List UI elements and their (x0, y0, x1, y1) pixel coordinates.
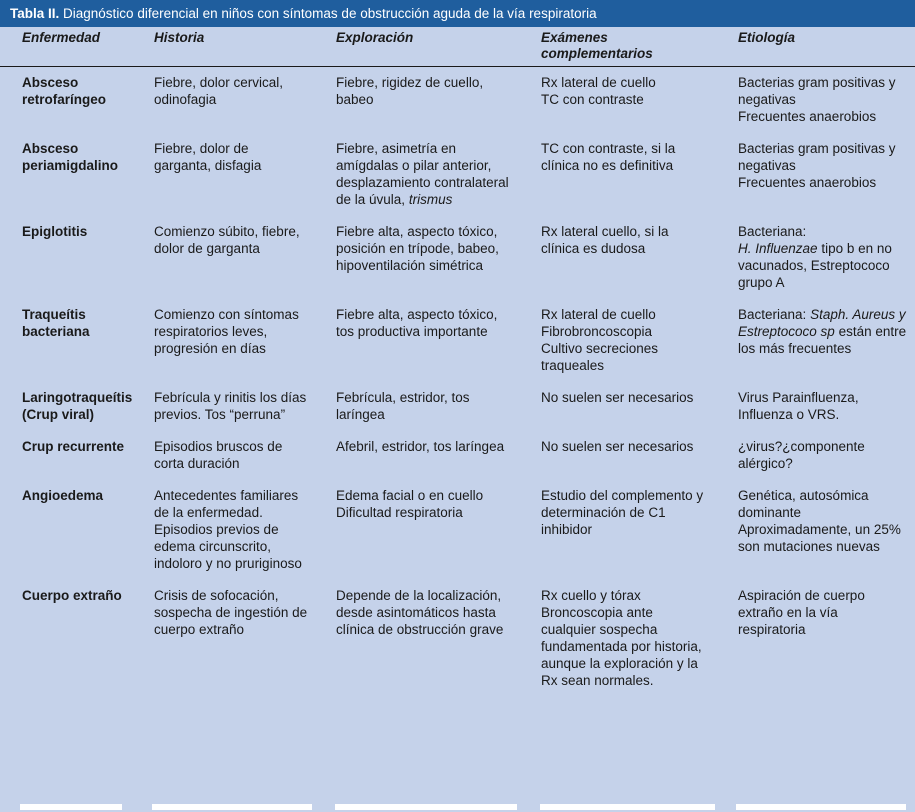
table-row (0, 216, 915, 299)
header-historia: Historia (132, 27, 314, 67)
column-underline (736, 804, 906, 810)
header-exploracion: Exploración (314, 27, 519, 67)
cell-exam: Afebril, estridor, tos laríngea (336, 439, 505, 454)
table-row (0, 67, 915, 134)
cell-tests: Estudio del complemento y determinación de C1 inhibidor (541, 488, 704, 537)
cell-etiology: Bacterias gram positivas y negativas Frecuentes anaerobios (738, 75, 896, 124)
table-title-label: Tabla II. (10, 6, 60, 21)
cell-history: Comienzo súbito, fiebre, dolor de garganta (154, 224, 300, 256)
cell-disease: Laringotraqueítis (Crup viral) (22, 390, 133, 422)
table-row (0, 431, 915, 480)
cell-tests: No suelen ser necesarios (541, 390, 694, 405)
cell-etiology: Bacteriana: Staph. Aureus y Estreptococo sp están entre los más frecuentes (738, 307, 907, 356)
cell-tests: Rx cuello y tórax Broncoscopia ante cualquier sospecha fundamentada por historia, aunque la exploración y la Rx sean normales. (541, 588, 702, 688)
header-row (0, 27, 915, 67)
data-table (0, 27, 915, 697)
cell-etiology: Aspiración de cuerpo extraño en la vía respiratoria (738, 588, 865, 637)
cell-etiology: Virus Parainfluenza, Influenza o VRS. (738, 390, 859, 422)
cell-etiology: Genética, autosómica dominante Aproximadamente, un 25% son mutaciones nuevas (738, 488, 901, 554)
cell-history: Febrícula y rinitis los días previos. Tos “perruna” (154, 390, 307, 422)
header-examenes: Exámenes complementarios (519, 27, 716, 67)
table-row (0, 133, 915, 216)
table-title (0, 0, 915, 27)
cell-history: Comienzo con síntomas respiratorios leves, progresión en días (154, 307, 299, 356)
cell-exam: Fiebre alta, aspecto tóxico, posición en trípode, babeo, hipoventilación simétrica (336, 224, 499, 273)
table-title-text: Diagnóstico diferencial en niños con síntomas de obstrucción aguda de la vía respiratoria (63, 6, 597, 21)
header-enfermedad: Enfermedad (0, 27, 132, 67)
cell-exam: Febrícula, estridor, tos laríngea (336, 390, 470, 422)
cell-history: Fiebre, dolor de garganta, disfagia (154, 141, 262, 173)
column-underlines (0, 798, 915, 812)
column-underline (20, 804, 122, 810)
cell-exam: Fiebre, asimetría en amígdalas o pilar anterior, desplazamiento contralateral de la úvula, trismus (336, 141, 509, 207)
table-row (0, 480, 915, 580)
cell-etiology: ¿virus?¿componente alérgico? (738, 439, 865, 471)
cell-history: Crisis de sofocación, sospecha de ingestión de cuerpo extraño (154, 588, 308, 637)
cell-history: Episodios bruscos de corta duración (154, 439, 283, 471)
table-row (0, 580, 915, 697)
cell-tests: Rx lateral de cuello Fibrobroncoscopia Cultivo secreciones traqueales (541, 307, 659, 373)
cell-tests: Rx lateral de cuello TC con contraste (541, 75, 656, 107)
cell-disease: Crup recurrente (22, 439, 125, 454)
cell-disease: Absceso periamigdalino (22, 141, 119, 173)
cell-tests: No suelen ser necesarios (541, 439, 694, 454)
cell-tests: Rx lateral cuello, si la clínica es dudosa (541, 224, 669, 256)
cell-exam: Fiebre, rigidez de cuello, babeo (336, 75, 484, 107)
cell-disease: Angioedema (22, 488, 104, 503)
cell-exam: Fiebre alta, aspecto tóxico, tos productiva importante (336, 307, 498, 339)
cell-etiology: Bacteriana: H. Influenzae tipo b en no vacunados, Estreptococo grupo A (738, 224, 892, 290)
table-row (0, 299, 915, 382)
cell-exam: Depende de la localización, desde asintomáticos hasta clínica de obstrucción grave (336, 588, 504, 637)
cell-exam: Edema facial o en cuello Dificultad respiratoria (336, 488, 484, 520)
cell-disease: Cuerpo extraño (22, 588, 122, 603)
column-underline (152, 804, 312, 810)
cell-disease: Traqueítis bacteriana (22, 307, 90, 339)
table-row (0, 382, 915, 431)
cell-history: Fiebre, dolor cervical, odinofagia (154, 75, 284, 107)
column-underline (335, 804, 517, 810)
cell-etiology: Bacterias gram positivas y negativas Frecuentes anaerobios (738, 141, 896, 190)
cell-history: Antecedentes familiares de la enfermedad. Episodios previos de edema circunscrito, indoloro y no pruriginoso (154, 488, 302, 571)
cell-tests: TC con contraste, si la clínica no es definitiva (541, 141, 676, 173)
cell-disease: Epiglotitis (22, 224, 88, 239)
cell-disease: Absceso retrofaríngeo (22, 75, 107, 107)
column-underline (540, 804, 715, 810)
header-etiologia: Etiología (716, 27, 915, 67)
